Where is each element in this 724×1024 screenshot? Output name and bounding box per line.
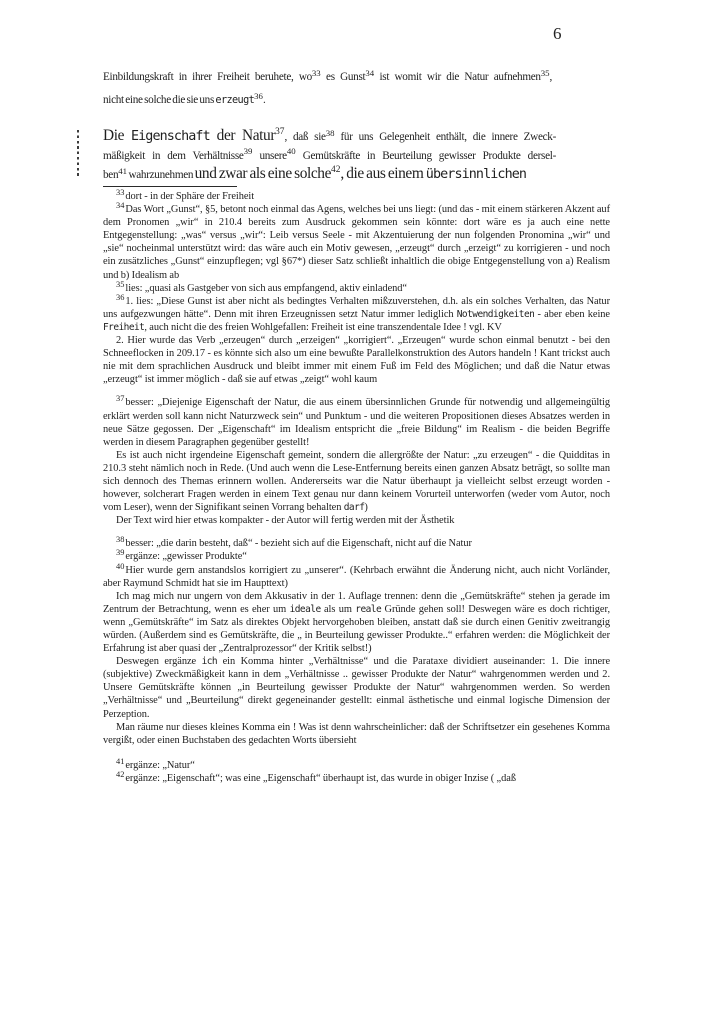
footnote-reference: 35 <box>540 67 550 78</box>
footnote-reference: 41 <box>118 165 128 176</box>
text-segment: lies: „quasi als Gastgeber von sich aus empfangend, aktiv einladend“ <box>125 282 407 294</box>
emphasis-text: reale <box>355 603 382 615</box>
text-segment: dort - in der Sphäre der Freiheit <box>125 191 255 202</box>
emphasis-text: ich <box>201 656 218 668</box>
text-segment: wahrzunehmen <box>127 169 195 181</box>
text-segment: Es ist auch nicht irgendeine Eigenschaft gemeint, sondern die allergrößte der Natur: „zu erzeugen“ - die Quidditas in 210.3 steht nämlich noch in Rede. (Und auch wenn die Lese-Entfernung bereits einen ganzen Absatz beträgt, so sollte man sich dennoch des Themas erinnern wollen. Andererseits war die Natur überhaupt ja vielleicht selbst erzeugt worden - however, solcherart Fragen werden in einem Text genau nur dann keinem Vorurteil unterworfen (weder vom Autor, noch vom Leser), wenn der Signifikant seinen Vorrang behalten <box>103 449 610 514</box>
text-segment: ein Komma hinter „Verhältnisse“ und die Parataxe dividiert auseinander: 1. Die innere (subjektive) Zweckmäßigkeit kann in dem „Verhältnisse .. gewisser Produkte der Natur“ wahrgenommen werden und 2. Unsere Gemütskräfte können „in Beurteilung gewisser Produkte der Natur“ wahrgenommen werden. So werden „Verhältnisse“ und „Beurteilung“ direkt gegeneinander gestellt: einmal ästhetische und einmal logische Dimension der Perzeption. <box>103 656 611 720</box>
emphasis-text: erzeugt <box>215 95 255 106</box>
footnote-38 <box>103 537 610 550</box>
text-segment: Hier wurde gern anstandslos korrigiert zu „unserer“. (Kehrbach erwähnt die Änderung nicht, auch nicht Vorländer, aber Raymund Schmidt hat sie im Haupttext) <box>103 564 610 589</box>
text-segment: ben <box>103 169 119 181</box>
text-segment: als um <box>320 603 356 615</box>
footnotes-section <box>103 190 610 785</box>
text-segment: Der Text wird hier etwas kompakter - der Autor will fertig werden mit der Ästhetik <box>116 515 455 527</box>
text-line <box>103 165 556 186</box>
footnote-paragraph <box>103 550 610 563</box>
text-segment: ergänze: „Eigenschaft“; was eine „Eigenschaft“ überhaupt ist, das wurde in obiger Inzise ( „daß <box>125 772 516 784</box>
text-segment: mäßigkeit in dem Verhältnisse <box>103 149 244 162</box>
text-line <box>103 148 556 166</box>
footnote-paragraph <box>103 769 610 785</box>
footnote-reference: 38 <box>325 127 335 138</box>
text-segment: besser: „Diejenige Eigenschaft der Natur, die aus einem übersinnlichen Grunde für notwendig und allgemeingültig erklärt werden soll kann nicht Naturzweck sein“ und Punktum - und die weiteren Propositionen dieses Absatzes werden in neue Sätze gegossen. Der „Eigenschaft“ im Idealism entspricht die „freie Bildung“ im Realism - die beiden Begriffe werden in diesem Paragraphen gegenüber gestellt! <box>103 397 610 448</box>
footnote-40 <box>103 561 611 747</box>
text-segment: , <box>549 71 552 83</box>
footnote-reference: 39 <box>243 146 253 156</box>
text-segment: besser: „die darin besteht, daß“ - bezieht sich auf die Eigenschaft, nicht auf die Natur <box>125 538 472 550</box>
footnote-paragraph <box>103 561 610 590</box>
text-segment: ergänze: „gewisser Produkte“ <box>125 551 247 563</box>
footnote-paragraph <box>103 655 610 720</box>
footnote-34 <box>103 203 610 282</box>
emphasis-text: darf <box>343 502 365 514</box>
margin-change-bar <box>77 130 79 177</box>
footnote-39 <box>103 550 610 563</box>
text-line <box>103 127 556 148</box>
footnote-marker: 41 <box>116 756 125 766</box>
text-segment: - aber eben keine <box>534 308 610 320</box>
emphasis-text: Freiheit <box>103 321 145 333</box>
text-segment: Einbildungskraft in ihrer Freiheit beruhete, wo <box>103 71 312 83</box>
carryover-paragraph <box>103 66 552 112</box>
text-segment: 2. Hier wurde das Verb „erzeugen“ durch „erzeigen“ „korrigiert“. „Erzeugen“ wurde schon einmal benutzt - bei den Schneeflocken in 209.17 - es könnte sich also um eine bewußte Parallelkonstruktion des Autors handeln ! Kant trickst auch nie mit dem sprachlichen Ausdruck und bleibt immer mit einem Fuß im Feld des Möglichen; und daß die Natur etwas „erzeugt“ ist immer möglich - daß sie auf etwas „zeigt“ wohl kaum <box>103 335 610 386</box>
footnote-marker: 37 <box>116 394 125 404</box>
footnote-reference: 33 <box>311 67 321 78</box>
text-segment: . <box>262 94 266 106</box>
text-segment: , auch nicht die des freien Wohlgefallen: Freiheit ist eine transzendentale Idee ! vgl. KV <box>144 321 502 333</box>
text-segment: Gemütskräfte in Beurteilung gewisser Produkte dersel- <box>295 149 557 162</box>
footnote-paragraph <box>103 756 610 772</box>
footnote-reference: 34 <box>365 67 375 78</box>
footnote-paragraph <box>103 590 610 655</box>
emphasis-text: ideale <box>289 603 321 615</box>
text-segment: es Gunst <box>320 71 366 83</box>
footnote-paragraph <box>103 396 610 448</box>
footnote-marker: 33 <box>116 188 125 197</box>
footnote-paragraph <box>103 190 610 203</box>
footnote-35 <box>103 279 610 295</box>
main-paragraph <box>103 127 556 186</box>
footnote-paragraph <box>103 292 610 334</box>
footnote-marker: 40 <box>116 561 125 571</box>
footnote-paragraph <box>103 279 610 295</box>
footnote-marker: 38 <box>116 535 125 545</box>
footnote-paragraph <box>103 334 610 386</box>
emphasis-text: der Natur <box>209 127 276 144</box>
text-segment: ergänze: „Natur“ <box>125 759 195 771</box>
footnote-paragraph <box>103 721 610 747</box>
text-segment: unsere <box>252 149 287 162</box>
text-segment: für uns Gelegenheit enthält, die innere Zweck- <box>334 131 556 143</box>
footnote-reference: 36 <box>254 90 263 101</box>
emphasis-text: und zwar als eine solche <box>194 165 332 182</box>
text-segment: nicht eine solche die sie uns <box>103 94 216 106</box>
footnote-37 <box>103 396 610 527</box>
text-segment: , daß sie <box>284 131 326 143</box>
text-segment: ist womit wir die Natur aufnehmen <box>374 71 541 83</box>
footnote-reference: 37 <box>275 127 285 137</box>
footnote-separator-rule <box>103 186 237 187</box>
footnote-reference: 42 <box>331 165 341 175</box>
text-segment: Gründe gehen soll! Deswegen wäre es doch richtiger, wenn „Gemütskräfte“ im Satz als direktes Objekt hervorgehoben bleiben, anstatt daß sie durch einen Genitiv zweitrangig würden. (Außerdem sind es Gemütskräfte, die „ in Beurteilung gewisser Produkte..“ erfahren werden: die Möglichkeit der Erfahrung ist aber quasi der „Zentralprozessor“ der Kritik selbst!) <box>103 603 610 655</box>
footnote-paragraph <box>103 514 610 527</box>
footnote-42 <box>103 769 610 785</box>
emphasis-text: , die aus einem <box>340 165 426 182</box>
text-line <box>103 66 552 89</box>
footnote-marker: 35 <box>116 279 125 289</box>
footnote-marker: 36 <box>116 292 125 302</box>
footnote-reference: 40 <box>286 146 296 156</box>
emphasis-text: Die <box>103 127 131 144</box>
footnote-paragraph <box>103 449 610 514</box>
text-segment: Ich mag mich nur ungern von dem Akkusativ in der 1. Auflage trennen: denn die „Gemütskräfte“ stehen ja gerade im Zentrum der Betrachtung, wenn es eher um <box>103 590 610 615</box>
footnote-marker: 42 <box>116 769 125 779</box>
text-segment: Deswegen ergänze <box>116 656 202 668</box>
footnote-paragraph <box>103 203 610 282</box>
text-segment: ) <box>364 502 368 514</box>
footnote-marker: 39 <box>116 548 125 558</box>
emphasis-text: Eigenschaft <box>130 129 210 144</box>
emphasis-text: übersinnlichen <box>425 167 527 182</box>
text-line <box>103 89 552 112</box>
footnote-marker: 34 <box>116 201 125 211</box>
text-segment: Das Wort „Gunst“, §5, betont noch einmal das Agens, welches bei uns liegt: (und das - mit einem stärkeren Akzent auf dem Pronomen „wir“ in 210.4 bereits zum Ausdruck gekommen sein könnte: dort wäre es ja auch eine nette Entgegenstellung: „was“ versus „wir“: Leib versus Seele - mit Akzentuierung der nun folgenden Pronomina „wir“ und „sie“ nocheinmal unterstützt wird: das wäre auch ein Motiv gewesen, „erzeugt“ durch „erzeigt“ zu korrigieren - und noch ein zusätzliches „Gunst“ einzupflegen; vgl §67*) dieser Satz schließt inhaltlich die obige Entgegenstellung von a) Realism und b) Idealism ab <box>103 204 610 281</box>
footnote-33 <box>103 190 610 203</box>
text-segment: 1. lies: „Diese Gunst ist aber nicht als bedingtes Verhalten mißzuverstehen, d.h. als ein solches Verhalten, das Natur uns aufgezwungen hätte“. Denn mit ihren Erzeugnissen setzt Natur immer lediglich <box>103 295 610 320</box>
emphasis-text: Notwendigkeiten <box>456 308 535 320</box>
page-number: 6 <box>553 24 562 43</box>
footnote-paragraph <box>103 537 610 550</box>
footnote-41 <box>103 756 610 772</box>
text-segment: Man räume nur dieses kleines Komma ein ! Was ist denn wahrscheinlicher: daß der Schriftsetzer ein gesehenes Komma vergißt, oder einen Buchstaben des gedachten Worts übersieht <box>103 721 610 746</box>
footnote-36 <box>103 292 610 387</box>
